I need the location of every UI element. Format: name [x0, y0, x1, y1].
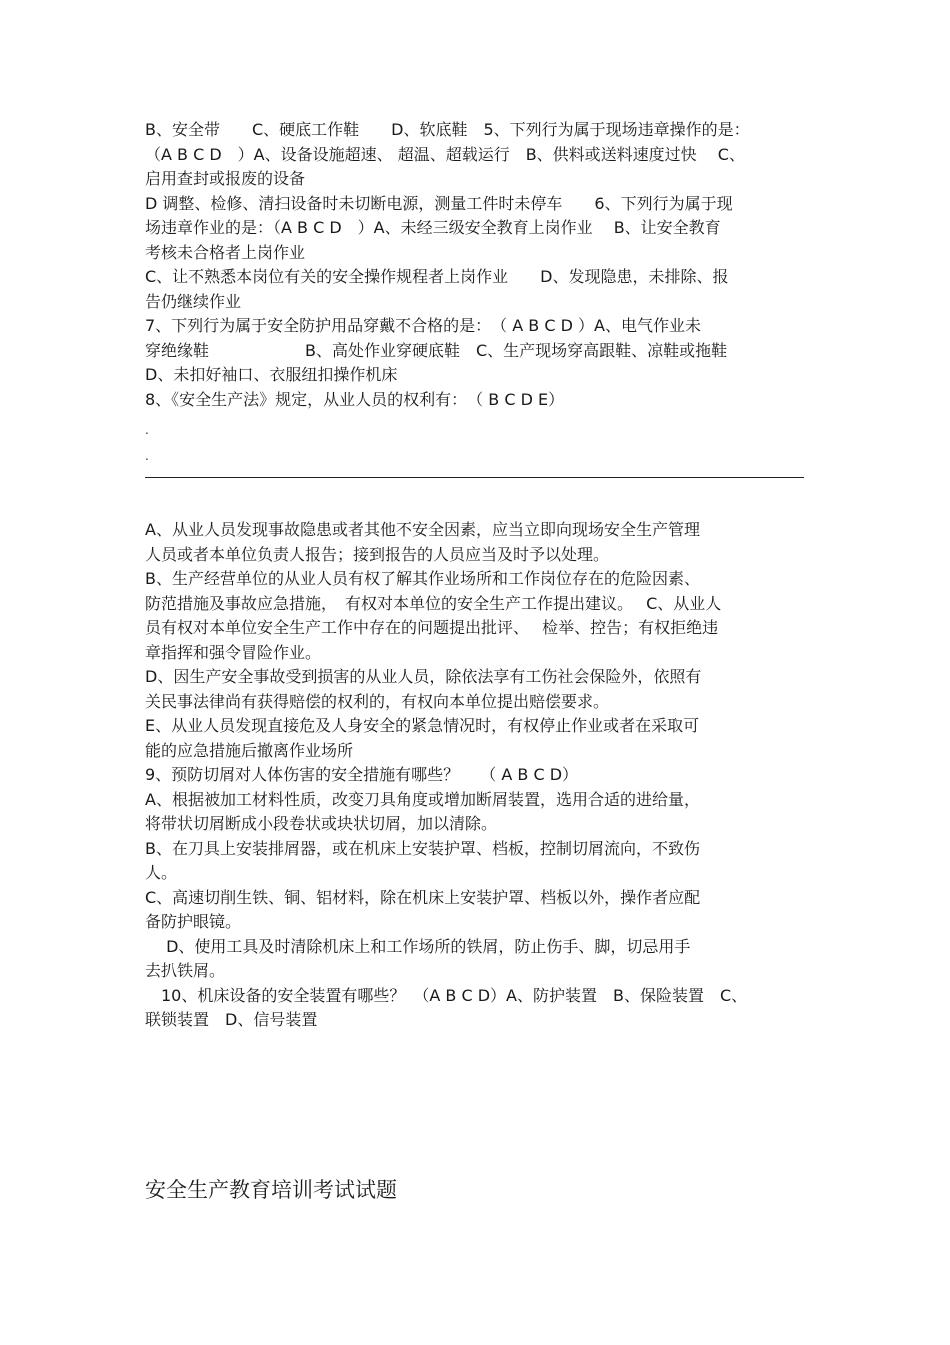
- text-line: 10、机床设备的安全装置有哪些？ （A B C D）A、防护装置 B、保险装置 C、: [145, 985, 748, 1005]
- page-footer-dot: .: [145, 423, 149, 437]
- text-line: C、高速切削生铁、铜、铝材料，除在机床上安装护罩、档板以外，操作者应配: [145, 887, 701, 907]
- questions-block-2: [145, 518, 805, 1033]
- text-line: C、让不熟悉本岗位有关的安全操作规程者上岗作业 D、发现隐患，未排除、报: [145, 267, 729, 286]
- text-line: B、在刀具上安装排屑器，或在机床上安装护罩、档板，控制切屑流向，不致伤: [145, 838, 700, 858]
- text-line: 人员或者本单位负责人报告；接到报告的人员应当及时予以处理。: [145, 544, 610, 564]
- text-line: B、生产经营单位的从业人员有权了解其作业场所和工作岗位存在的危险因素、: [145, 569, 700, 588]
- text-line: 8、《安全生产法》规定，从业人员的权利有： （ B C D E）: [145, 389, 565, 409]
- text-line: 考核未合格者上岗作业: [145, 242, 306, 262]
- text-line: 去扒铁屑。: [145, 961, 226, 980]
- text-line: 防范措施及事故应急措施， 有权对本单位的安全生产工作提出建议。 C、从业人: [145, 593, 722, 613]
- text-line: 能的应急措施后撤离作业场所: [145, 740, 354, 760]
- text-line: E、从业人员发现直接危及人身安全的紧急情况时，有权停止作业或者在采取可: [145, 716, 700, 735]
- page-footer-dot: .: [145, 449, 149, 463]
- text-line: A、根据被加工材料性质，改变刀具角度或增加断屑装置，选用合适的进给量，: [145, 789, 700, 809]
- page-break-rule: [145, 477, 804, 478]
- text-line: 9、预防切屑对人体伤害的安全措施有哪些？ （ A B C D）: [145, 765, 579, 784]
- questions-block-1: [145, 118, 805, 412]
- text-line: 章指挥和强令冒险作业。: [145, 642, 322, 662]
- text-line: 联锁装置 D、信号装置: [145, 1010, 318, 1029]
- text-line: 启用查封或报废的设备: [145, 169, 306, 188]
- text-line: D 调整、检修、清扫设备时未切断电源，测量工件时未停车 6、下列行为属于现: [145, 193, 733, 213]
- document-title: 安全生产教育培训考试试题: [145, 1178, 397, 1202]
- text-line: 人。: [145, 863, 178, 882]
- text-line: 将带状切屑断成小段卷状或块状切屑，加以清除。: [145, 814, 498, 833]
- text-line: 关民事法律尚有获得赔偿的权利的，有权向本单位提出赔偿要求。: [145, 691, 610, 711]
- text-line: 穿绝缘鞋 B、高处作业穿硬底鞋 C、生产现场穿高跟鞋、凉鞋或拖鞋: [145, 340, 728, 360]
- text-line: 告仍继续作业: [145, 291, 242, 311]
- text-line: D、未扣好袖口、衣服纽扣操作机床: [145, 365, 398, 384]
- text-line: 7、下列行为属于安全防护用品穿戴不合格的是： （ A B C D ）A、电气作业未: [145, 316, 701, 335]
- text-line: D、使用工具及时清除机床上和工作场所的铁屑，防止伤手、脚，切忌用手: [145, 936, 691, 956]
- text-line: B、安全带 C、硬底工作鞋 D、软底鞋 5、下列行为属于现场违章操作的是：: [145, 120, 750, 139]
- text-line: A、从业人员发现事故隐患或者其他不安全因素，应当立即向现场安全生产管理: [145, 520, 700, 539]
- text-line: （A B C D ）A、设备设施超速、 超温、超载运行 B、供料或送料速度过快 C、: [145, 144, 745, 164]
- text-line: 备防护眼镜。: [145, 912, 242, 931]
- text-line: 场违章作业的是：（A B C D ）A、未经三级安全教育上岗作业 B、让安全教育: [145, 218, 721, 237]
- text-line: D、因生产安全事故受到损害的从业人员，除依法享有工伤社会保险外，依照有: [145, 667, 702, 686]
- text-line: 员有权对本单位安全生产工作中存在的问题提出批评、 检举、控告；有权拒绝违: [145, 618, 719, 637]
